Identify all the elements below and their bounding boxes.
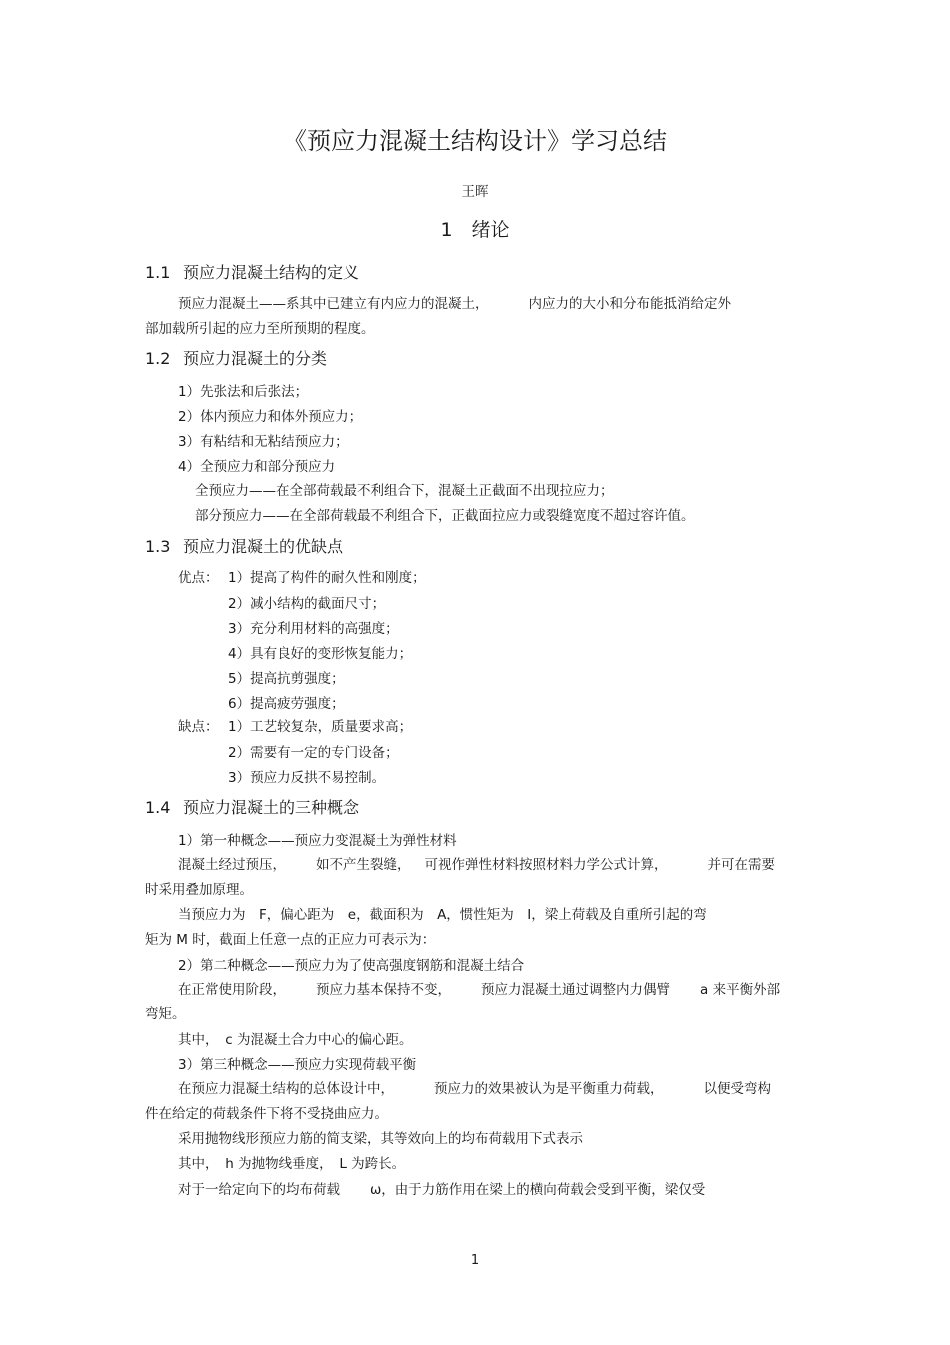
- section-number: 1.4: [145, 798, 171, 817]
- list-item: 4）全预应力和部分预应力: [178, 459, 336, 475]
- list-item: 1）工艺较复杂，质量要求高；: [228, 719, 413, 735]
- paragraph-line: 弯矩。: [145, 1006, 186, 1022]
- text-run: 预应力基本保持不变，: [316, 982, 451, 998]
- text-run: 预应力的效果被认为是平衡重力荷载，: [434, 1081, 664, 1097]
- section-title: 预应力混凝土的分类: [183, 349, 328, 368]
- paragraph-line: [178, 981, 780, 999]
- list-item: 1）先张法和后张法；: [178, 384, 309, 400]
- text-run: 对于一给定向下的均布荷载: [178, 1182, 340, 1198]
- definition-line: 全预应力——在全部荷载最不利组合下，混凝土正截面不出现拉应力；: [195, 483, 614, 499]
- paragraph-line: 件在给定的荷载条件下将不受挠曲应力。: [145, 1106, 388, 1122]
- paragraph-line: 其中， c 为混凝土合力中心的偏心距。: [178, 1032, 413, 1048]
- list-item: 4）具有良好的变形恢复能力；: [228, 646, 413, 662]
- list-item: 5）提高抗剪强度；: [228, 671, 345, 687]
- text-run: 预应力混凝土——系其中已建立有内应力的混凝土，: [178, 296, 489, 312]
- text-run: 预应力混凝土通过调整内力偶臂: [481, 982, 670, 998]
- concept-heading: 3）第三种概念——预应力实现荷载平衡: [178, 1057, 417, 1073]
- paragraph-line: 时采用叠加原理。: [145, 882, 253, 898]
- section-title: 预应力混凝土的三种概念: [183, 798, 360, 817]
- list-item: 1）提高了构件的耐久性和刚度；: [228, 570, 426, 586]
- section-title: 预应力混凝土结构的定义: [183, 263, 360, 282]
- text-run: 如不产生裂缝，: [316, 857, 411, 873]
- paragraph-line: [178, 856, 775, 874]
- section-heading-1-3: [145, 536, 343, 558]
- list-item: 3）有粘结和无粘结预应力；: [178, 434, 349, 450]
- definition-line: 部分预应力——在全部荷载最不利组合下，正截面拉应力或裂缝宽度不超过容许值。: [195, 508, 695, 524]
- author-name: 王晖: [461, 184, 489, 200]
- list-item: 3）预应力反拱不易控制。: [228, 770, 386, 786]
- paragraph-line: [178, 1181, 705, 1199]
- list-item: 2）需要有一定的专门设备；: [228, 745, 399, 761]
- paragraph-line: 部加载所引起的应力至所预期的程度。: [145, 321, 375, 337]
- paragraph-line: 矩为 M 时，截面上任意一点的正应力可表示为：: [145, 932, 436, 948]
- text-run: 并可在需要: [707, 857, 775, 873]
- section-number: 1.2: [145, 349, 171, 368]
- list-item: 6）提高疲劳强度；: [228, 696, 345, 712]
- section-heading-1-4: [145, 797, 359, 819]
- text-run: 内应力的大小和分布能抵消给定外: [528, 296, 731, 312]
- document-title: 《预应力混凝土结构设计》学习总结: [283, 127, 667, 155]
- disadvantages-label: 缺点：: [178, 719, 219, 735]
- paragraph-line: [178, 295, 731, 313]
- section-heading-1-1: [145, 262, 359, 284]
- text-run: 可视作弹性材料按照材料力学公式计算，: [424, 857, 668, 873]
- paragraph-line: [178, 1080, 771, 1098]
- page-number: 1: [470, 1253, 480, 1268]
- list-item: 3）充分利用材料的高强度；: [228, 621, 399, 637]
- section-heading-1-2: [145, 348, 327, 370]
- text-run: 在正常使用阶段，: [178, 982, 286, 998]
- advantages-label: 优点：: [178, 570, 219, 586]
- concept-heading: 1）第一种概念——预应力变混凝土为弹性材料: [178, 833, 457, 849]
- list-item: 2）体内预应力和体外预应力；: [178, 409, 363, 425]
- paragraph-line: 采用抛物线形预应力筋的简支梁，其等效向上的均布荷载用下式表示: [178, 1131, 583, 1147]
- paragraph-line: 当预应力为 F，偏心距为 e，截面积为 A，惯性矩为 I，梁上荷载及自重所引起的弯: [178, 907, 707, 923]
- text-run: a 来平衡外部: [700, 982, 781, 998]
- section-number: 1.1: [145, 263, 171, 282]
- text-run: ω，由于力筋作用在梁上的横向荷载会受到平衡，梁仅受: [370, 1182, 706, 1198]
- section-title: 预应力混凝土的优缺点: [183, 537, 344, 556]
- text-run: 混凝土经过预压，: [178, 857, 286, 873]
- list-item: 2）减小结构的截面尺寸；: [228, 596, 386, 612]
- text-run: 在预应力混凝土结构的总体设计中，: [178, 1081, 394, 1097]
- concept-heading: 2）第二种概念——预应力为了使高强度钢筋和混凝土结合: [178, 958, 525, 974]
- chapter-heading: 1 绪论: [440, 219, 510, 241]
- paragraph-line: 其中， h 为抛物线垂度， L 为跨长。: [178, 1156, 406, 1172]
- text-run: 以便受弯构: [703, 1081, 771, 1097]
- section-number: 1.3: [145, 537, 171, 556]
